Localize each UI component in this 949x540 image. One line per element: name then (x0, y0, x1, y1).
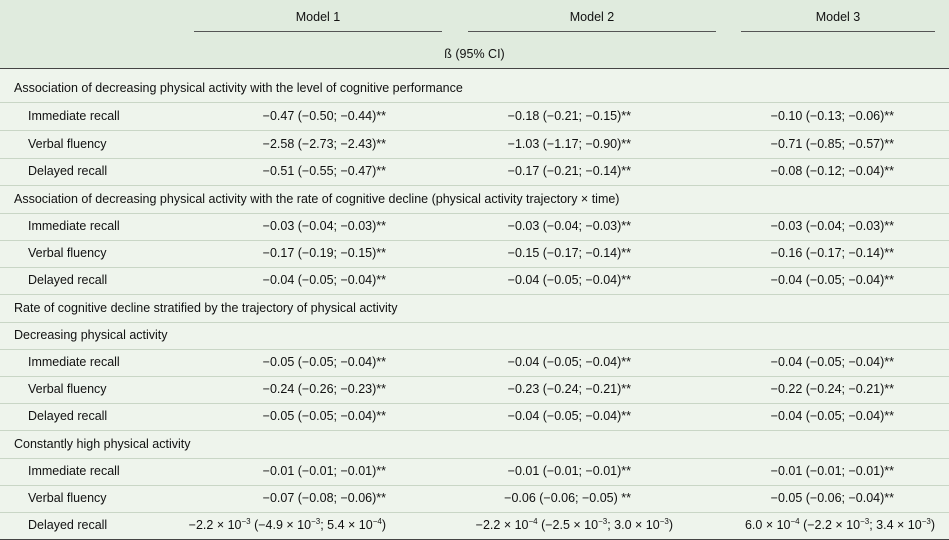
row-label: Verbal fluency (28, 382, 107, 396)
ci-lower-mantissa: (−4.9 × 10 (250, 518, 312, 532)
subsection-high-header (0, 431, 949, 458)
ci-upper-mantissa: ; 3.0 × 10 (607, 518, 660, 532)
row-label: Delayed recall (28, 273, 108, 287)
model1-value: −0.17 (−0.19; −0.15)** (262, 246, 386, 260)
model3-value: −0.05 (−0.06; −0.04)** (770, 491, 894, 505)
model2-value: −0.03 (−0.04; −0.03)** (507, 219, 631, 233)
table-row (0, 376, 949, 403)
section-label: Association of decreasing physical activity with the level of cognitive performance (14, 81, 463, 95)
row-label: Verbal fluency (28, 137, 107, 151)
table-row (0, 458, 949, 485)
model3-value: −0.16 (−0.17; −0.14)** (770, 246, 894, 260)
model2-value: −0.06 (−0.06; −0.05) ** (504, 491, 631, 505)
subsection-decreasing-header (0, 322, 949, 349)
model3-value: −0.01 (−0.01; −0.01)** (770, 464, 894, 478)
table-row (0, 158, 949, 185)
model1-value: −0.01 (−0.01; −0.01)** (262, 464, 386, 478)
section-decline-header (0, 186, 949, 213)
value-exponent: −4 (528, 517, 538, 526)
header-rule (0, 68, 949, 69)
subsection-label: Constantly high physical activity (14, 437, 191, 451)
ci-upper-mantissa: ; 5.4 × 10 (320, 518, 373, 532)
model2-value: −0.15 (−0.17; −0.14)** (507, 246, 631, 260)
row-label: Immediate recall (28, 464, 120, 478)
model2-value: −0.17 (−0.21; −0.14)** (507, 164, 631, 178)
ci-upper-mantissa: ; 3.4 × 10 (869, 518, 922, 532)
ci-close: ) (381, 518, 386, 532)
row-label: Delayed recall (28, 409, 108, 423)
model3-value: −0.04 (−0.05; −0.04)** (770, 355, 894, 369)
ci-close: ) (930, 518, 935, 532)
value-exponent: −4 (790, 517, 800, 526)
model2-value: −1.03 (−1.17; −0.90)** (507, 137, 631, 151)
row-label: Verbal fluency (28, 491, 107, 505)
table-row (0, 485, 949, 512)
model3-value (745, 512, 935, 539)
model3-value: −0.04 (−0.05; −0.04)** (770, 409, 894, 423)
value-mantissa: −2.2 × 10 (188, 518, 242, 532)
model3-label: Model 3 (815, 10, 861, 24)
model2-value: −0.01 (−0.01; −0.01)** (507, 464, 631, 478)
section-stratified-header (0, 295, 949, 322)
ci-upper-exponent: −3 (921, 517, 931, 526)
row-label: Delayed recall (28, 164, 108, 178)
section-label: Association of decreasing physical activity with the rate of cognitive decline (physical activity trajectory × time) (14, 192, 620, 206)
subsection-label: Decreasing physical activity (14, 328, 168, 342)
table-row (0, 512, 949, 539)
table-row (0, 103, 949, 130)
model2-value (476, 512, 673, 539)
model3-value: −0.22 (−0.24; −0.21)** (770, 382, 894, 396)
beta-ci-label: ß (95% CI) (444, 47, 505, 61)
ci-lower-exponent: −3 (311, 517, 321, 526)
model1-value: −0.05 (−0.05; −0.04)** (262, 409, 386, 423)
table-header (0, 0, 949, 68)
model2-value: −0.04 (−0.05; −0.04)** (507, 409, 631, 423)
ci-upper-exponent: −3 (659, 517, 669, 526)
ci-upper-exponent: −4 (372, 517, 382, 526)
model3-value: −0.10 (−0.13; −0.06)** (770, 109, 894, 123)
model1-value: −0.24 (−0.26; −0.23)** (262, 382, 386, 396)
section-level-header (0, 75, 949, 102)
ci-lower-mantissa: (−2.5 × 10 (537, 518, 599, 532)
row-label: Immediate recall (28, 355, 120, 369)
model1-value: −0.47 (−0.50; −0.44)** (262, 109, 386, 123)
model1-underline (194, 31, 442, 32)
row-label: Immediate recall (28, 219, 120, 233)
model3-value: −0.71 (−0.85; −0.57)** (770, 137, 894, 151)
model1-label: Model 1 (295, 10, 341, 24)
model2-value: −0.04 (−0.05; −0.04)** (507, 273, 631, 287)
model3-value: −0.04 (−0.05; −0.04)** (770, 273, 894, 287)
model2-value: −0.23 (−0.24; −0.21)** (507, 382, 631, 396)
model1-value (189, 512, 386, 539)
model3-value: −0.03 (−0.04; −0.03)** (770, 219, 894, 233)
row-label: Verbal fluency (28, 246, 107, 260)
value-exponent: −3 (241, 517, 251, 526)
model3-underline (741, 31, 935, 32)
value-mantissa: 6.0 × 10 (744, 518, 791, 532)
model1-value: −2.58 (−2.73; −2.43)** (262, 137, 386, 151)
model1-value: −0.04 (−0.05; −0.04)** (262, 273, 386, 287)
table-row (0, 240, 949, 267)
table-row (0, 403, 949, 430)
ci-lower-mantissa: (−2.2 × 10 (799, 518, 861, 532)
row-label: Delayed recall (28, 518, 108, 532)
model1-value: −0.07 (−0.08; −0.06)** (262, 491, 386, 505)
ci-lower-exponent: −3 (598, 517, 608, 526)
value-mantissa: −2.2 × 10 (475, 518, 529, 532)
section-label: Rate of cognitive decline stratified by the trajectory of physical activity (14, 301, 398, 315)
ci-lower-exponent: −3 (860, 517, 870, 526)
table-row (0, 349, 949, 376)
model2-value: −0.04 (−0.05; −0.04)** (507, 355, 631, 369)
model1-value: −0.05 (−0.05; −0.04)** (262, 355, 386, 369)
ci-close: ) (668, 518, 673, 532)
row-label: Immediate recall (28, 109, 120, 123)
model2-value: −0.18 (−0.21; −0.15)** (507, 109, 631, 123)
model1-value: −0.03 (−0.04; −0.03)** (262, 219, 386, 233)
table-row (0, 213, 949, 240)
model1-value: −0.51 (−0.55; −0.47)** (262, 164, 386, 178)
table-row (0, 267, 949, 294)
table-row (0, 131, 949, 158)
model2-label: Model 2 (569, 10, 615, 24)
model2-underline (468, 31, 716, 32)
model3-value: −0.08 (−0.12; −0.04)** (770, 164, 894, 178)
